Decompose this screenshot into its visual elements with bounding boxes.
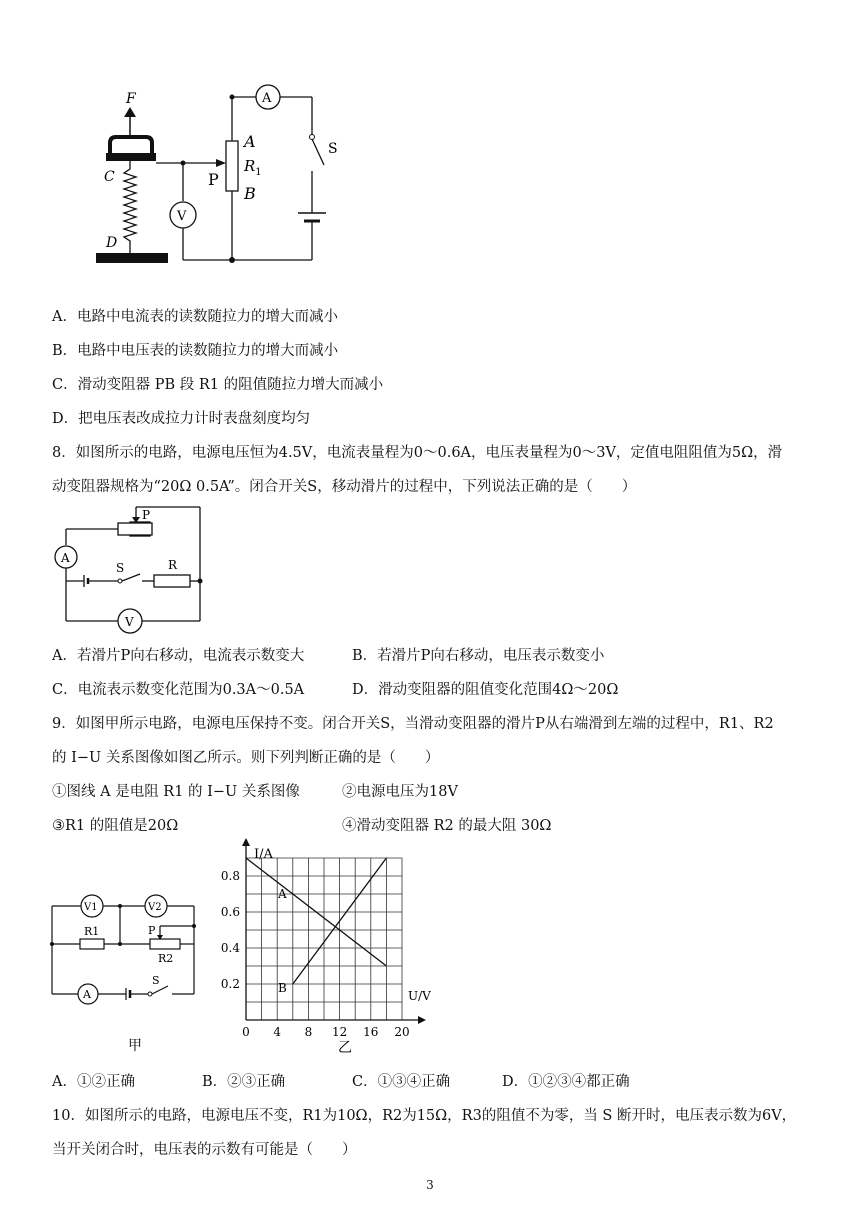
- q7-rheostat-R1: [226, 141, 238, 191]
- q7-label-F: F: [126, 91, 136, 107]
- q9-label-s: S: [152, 974, 160, 987]
- q9-stem-line2: 的 I−U 关系图像如图乙所示。则下列判断正确的是（ ）: [52, 750, 440, 766]
- q8-option-a[interactable]: A．若滑片P向右移动，电流表示数变大: [52, 648, 305, 664]
- chart-y-tick-label: 0.6: [220, 905, 240, 919]
- chart-x-tick-label: 20: [394, 1025, 410, 1039]
- q7-label-B: B: [244, 184, 256, 203]
- q9-fig-jia: [48, 892, 208, 1057]
- q9-statement-3: ③R1 的阻值是20Ω: [52, 818, 179, 834]
- q9-option-d[interactable]: D．①②③④都正确: [502, 1074, 630, 1090]
- q8-voltmeter-label: V: [125, 615, 134, 629]
- q7-label-S: S: [328, 141, 338, 157]
- q9-option-a[interactable]: A．①②正确: [52, 1074, 135, 1090]
- q9-label-p: P: [148, 924, 156, 937]
- q9-caption-yi: 乙: [338, 1040, 352, 1056]
- q8-label-R: R: [168, 558, 178, 572]
- q7-option-a[interactable]: A．电路中电流表的读数随拉力的增大而减小: [52, 309, 338, 325]
- q9-label-a: A: [83, 988, 91, 1001]
- q9-fig-yi-chart: [214, 840, 444, 1055]
- q9-statements-row1: [52, 782, 458, 802]
- q9-label-v1: V1: [84, 902, 98, 913]
- q9-option-b[interactable]: B．②③正确: [202, 1074, 286, 1090]
- q7-label-A: A: [244, 132, 256, 151]
- q8-stem-line2: 动变阻器规格为“20Ω 0.5A”。闭合开关S，移动滑片的过程中，下列说法正确的是（ ）: [52, 479, 637, 495]
- q9-statement-4: ④滑动变阻器 R2 的最大阻 30Ω: [342, 818, 552, 834]
- chart-grid: [246, 858, 402, 1020]
- q9-caption-jia: 甲: [128, 1038, 142, 1054]
- chart-x-tick-label: 4: [273, 1025, 282, 1039]
- q7-label-P: P: [208, 170, 219, 189]
- q7-label-C: C: [104, 169, 115, 185]
- q8-option-d[interactable]: D．滑动变阻器的阻值变化范围4Ω～20Ω: [352, 682, 619, 698]
- q7-label-D: D: [106, 235, 118, 251]
- q9-resistor-r1: [80, 939, 104, 949]
- page-number: 3: [426, 1178, 434, 1192]
- chart-series-label-b: B: [278, 981, 287, 995]
- chart-x-tick-label: 12: [331, 1025, 348, 1039]
- q8-label-S: S: [116, 561, 125, 575]
- q8-circuit-figure: [50, 505, 210, 635]
- chart-x-tick-label: 16: [363, 1025, 379, 1039]
- chart-series: [246, 858, 386, 984]
- q9-options-row: [52, 1072, 630, 1092]
- q7-voltmeter-label: V: [177, 209, 187, 224]
- q7-option-c[interactable]: C．滑动变阻器 PB 段 R1 的阻值随拉力增大而减小: [52, 377, 384, 393]
- q9-stem-line1: 9．如图甲所示电路，电源电压保持不变。闭合开关S，当滑动变阻器的滑片P从右端滑到左端的过程中，R1、R2: [52, 716, 774, 732]
- chart-x-tick-label: 8: [304, 1025, 313, 1039]
- q8-option-b[interactable]: B．若滑片P向右移动，电压表示数变小: [352, 648, 605, 664]
- q7-label-R1: R: [244, 157, 256, 175]
- chart-xlabel: U/V: [408, 989, 431, 1003]
- chart-ylabel: I/A: [254, 847, 273, 862]
- chart-y-tick-label: 0.8: [220, 869, 240, 883]
- q8-option-c[interactable]: C．电流表示数变化范围为0.3A～0.5A: [52, 682, 305, 698]
- q7-label-R1-sub: 1: [255, 167, 262, 178]
- chart-y-tick-label: 0.2: [220, 977, 240, 991]
- q8-ammeter-label: A: [61, 551, 70, 565]
- q7-ammeter-label: A: [262, 91, 272, 106]
- q9-label-r2: R2: [158, 952, 174, 965]
- q7-option-d[interactable]: D．把电压表改成拉力计时表盘刻度均匀: [52, 411, 311, 427]
- q8-resistor-R: [154, 575, 190, 587]
- q10-stem-line1: 10．如图所示的电路，电源电压不变，R1为10Ω，R2为15Ω，R3的阻值不为零，当 S 断开时，电压表示数为6V，: [52, 1108, 797, 1124]
- q9-label-v2: V2: [148, 902, 162, 913]
- q9-statements-row2: [52, 816, 551, 836]
- chart-y-arrow: [242, 838, 250, 846]
- chart-y-tick-label: 0.4: [220, 941, 240, 955]
- q9-option-c[interactable]: C．①③④正确: [352, 1074, 451, 1090]
- q8-stem-line1: 8．如图所示的电路，电源电压恒为4.5V，电流表量程为0～0.6A，电压表量程为0～3V，定值电阻阻值为5Ω，滑: [52, 445, 783, 461]
- q8-label-P: P: [142, 508, 151, 522]
- q9-rheostat-r2: [150, 939, 180, 949]
- q9-statement-1: ①图线 A 是电阻 R1 的 I−U 关系图像: [52, 784, 300, 800]
- chart-x-tick-label: 0: [242, 1025, 250, 1039]
- q10-stem-line2: 当开关闭合时，电压表的示数有可能是（ ）: [52, 1142, 357, 1158]
- svg-text:R1: [243, 157, 262, 178]
- q8-options-row2: [52, 680, 618, 700]
- chart-axes: [242, 838, 426, 1024]
- q9-label-r1: R1: [84, 925, 100, 938]
- chart-x-arrow: [418, 1016, 426, 1024]
- q9-statement-2: ②电源电压为18V: [342, 784, 458, 800]
- q7-option-b[interactable]: B．电路中电压表的读数随拉力的增大而减小: [52, 343, 339, 359]
- q8-options-row1: [52, 646, 604, 666]
- chart-series-label-a: A: [278, 887, 287, 901]
- q7-circuit-figure: [90, 85, 350, 280]
